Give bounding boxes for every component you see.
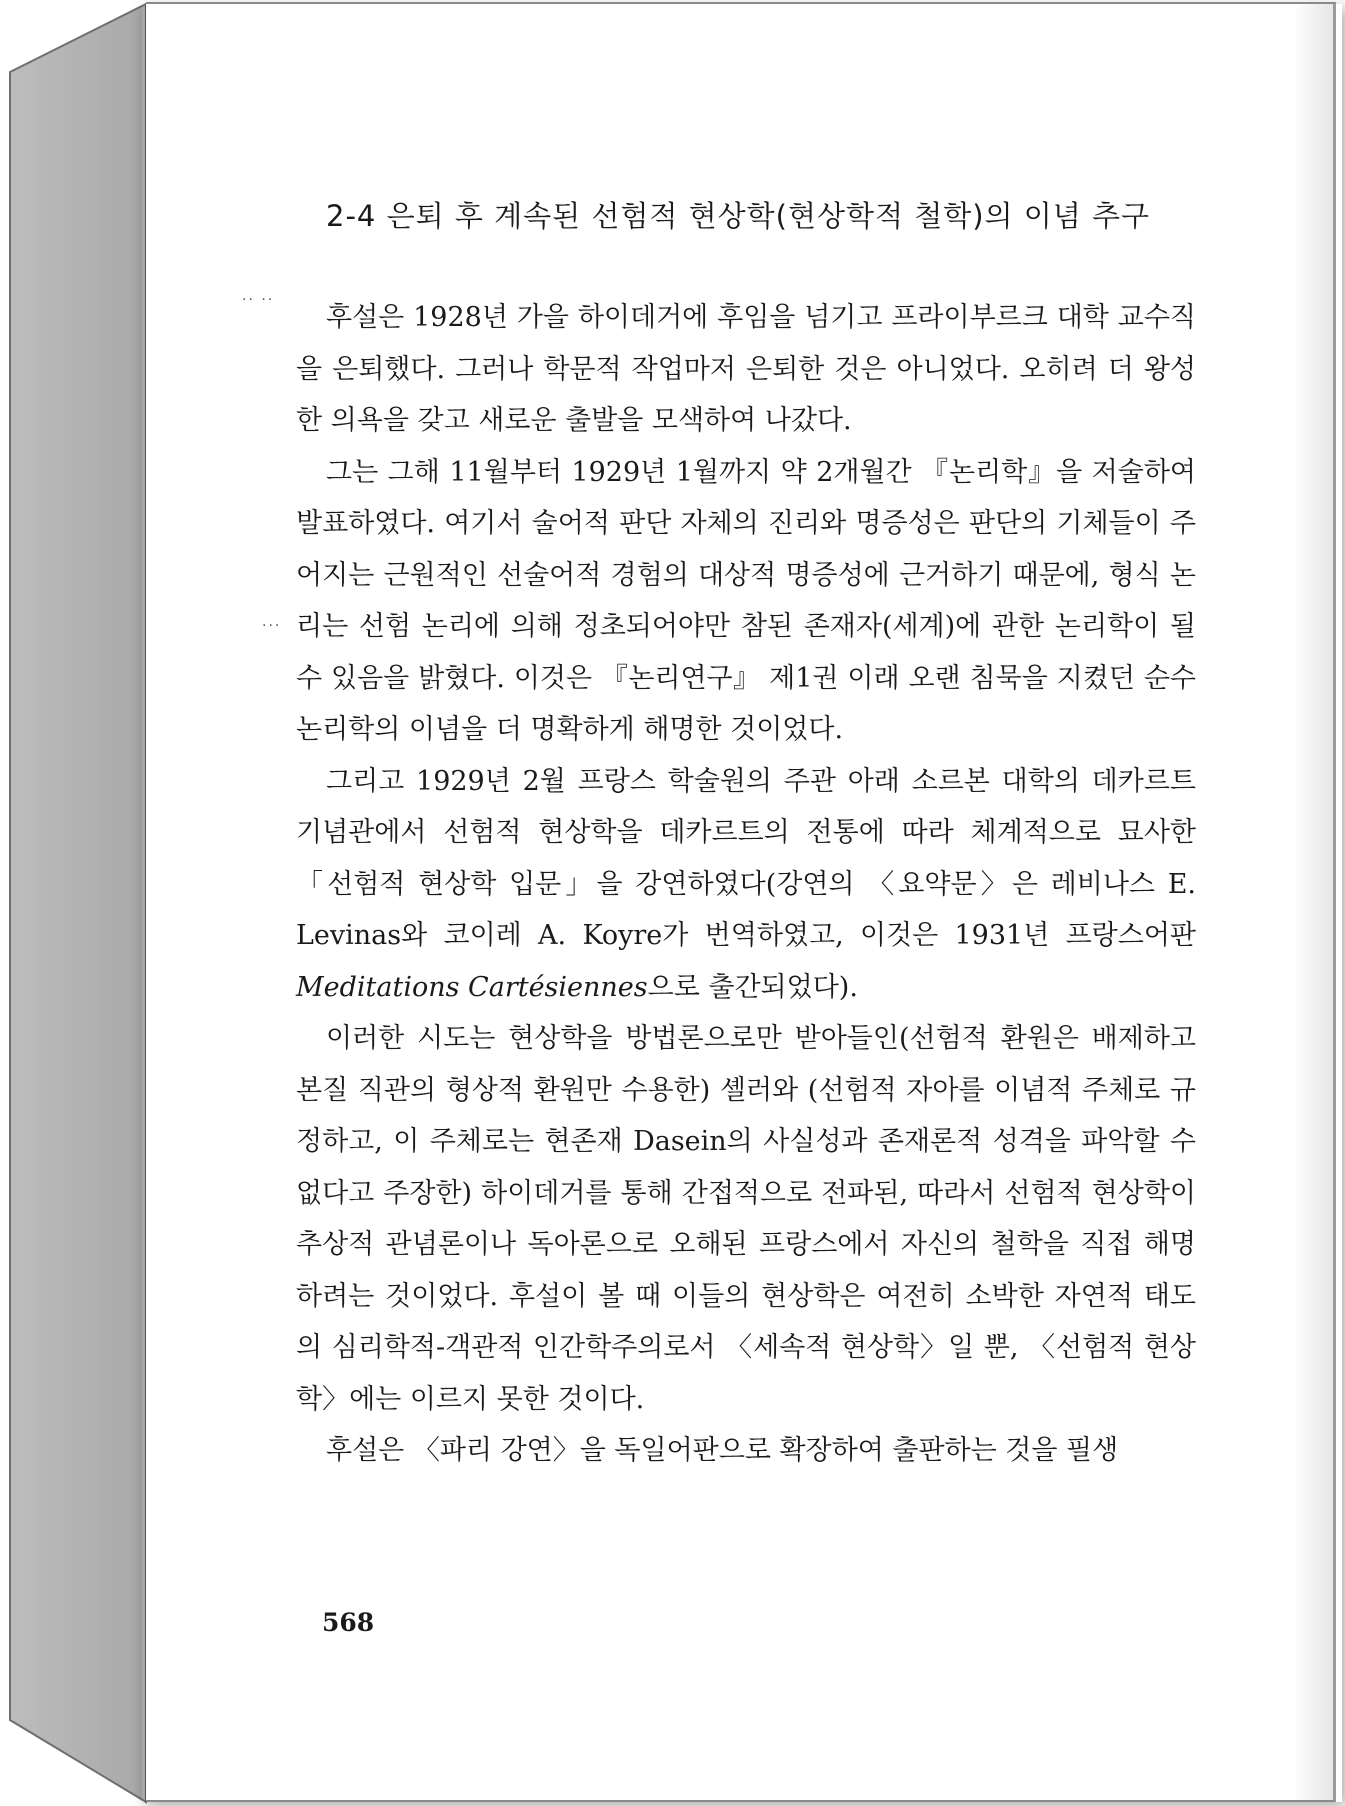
- section-title: 2-4 은퇴 후 계속된 선험적 현상학(현상학적 철학)의 이념 추구: [326, 199, 1151, 233]
- paragraph-2: 그는 그해 11월부터 1929년 1월까지 약 2개월간 『논리학』을 저술하여 발표하였다. 여기서 술어적 판단 자체의 진리와 명증성은 판단의 기체들이 주어지는 근원적인 선술어적 경험의 대상적 명증성에 근거하기 때문에, 형식 논리는 선험 논리에 의해 정초되어야만 참된 존재자(세계)에 관한 논리학이 될 수 있음을 밝혔다. 이것은 『논리연구』 제1권 이래 오랜 침묵을 지켰던 순수 논리학의 이념을 더 명확하게 해명한 것이었다.: [296, 456, 1196, 745]
- paragraph-3-text-end: 으로 출간되었다).: [647, 971, 858, 1003]
- book-page: [146, 2, 1336, 1802]
- page-number: 568: [322, 1608, 375, 1637]
- scan-margin-mark: ...: [262, 614, 282, 630]
- paragraph-4: 이러한 시도는 현상학을 방법론으로만 받아들인(선험적 환원은 배제하고 본질 직관의 형상적 환원만 수용한) 셸러와 (선험적 자아를 이념적 주체로 규정하고, 이 주체로는 현존재 Dasein의 사실성과 존재론적 성격을 파악할 수 없다고 주장한) 하이데거를 통해 간접적으로 전파된, 따라서 선험적 현상학이 추상적 관념론이나 독아론으로 오해된 프랑스에서 자신의 철학을 직접 해명하려는 것이었다. 후설이 볼 때 이들의 현상학은 여전히 소박한 자연적 태도의 심리학적-객관적 인간학주의로서 〈세속적 현상학〉일 뿐, 〈선험적 현상학〉에는 이르지 못한 것이다.: [296, 1023, 1196, 1415]
- paragraph-5: 후설은 〈파리 강연〉을 독일어판으로 확장하여 출판하는 것을 필생: [326, 1435, 1119, 1466]
- book-title-italic: Meditations Cartésiennes: [296, 971, 648, 1003]
- paragraph-3: [296, 756, 1196, 1014]
- paragraph-1: 후설은 1928년 가을 하이데거에 후임을 넘기고 프라이부르크 대학 교수직을 은퇴했다. 그러나 학문적 작업마저 은퇴한 것은 아니었다. 오히려 더 왕성한 의욕을 갖고 새로운 출발을 모색하여 나갔다.: [296, 302, 1196, 436]
- scan-margin-mark: .. ..: [242, 288, 275, 304]
- paragraph-3-text: 그리고 1929년 2월 프랑스 학술원의 주관 아래 소르본 대학의 데카르트 기념관에서 선험적 현상학을 데카르트의 전통에 따라 체계적으로 묘사한 「선험적 현상학 입문」을 강연하였다(강연의 〈요약문〉은 레비나스 E. Levinas와 코이레 A. Koyre가 번역하였고, 이것은 1931년 프랑스어판: [296, 765, 1196, 951]
- page-edge-shading: [1293, 4, 1333, 1800]
- body-text: [296, 292, 1196, 1477]
